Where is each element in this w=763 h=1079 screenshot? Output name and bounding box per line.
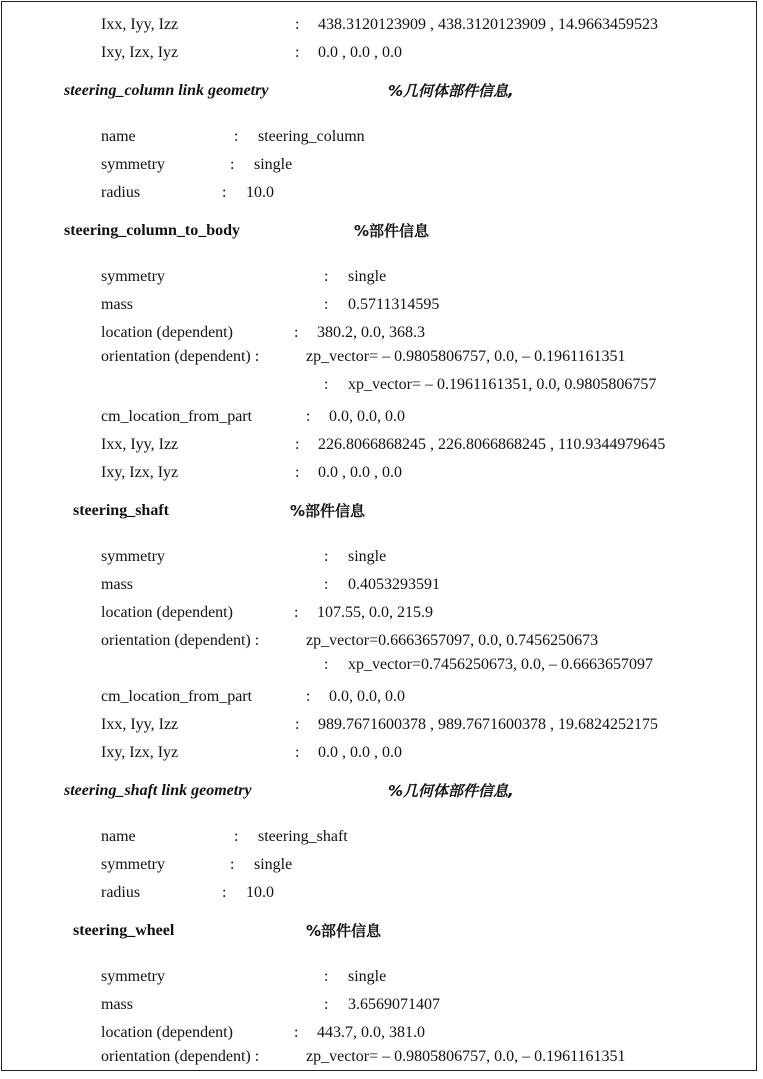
row-value: xp_vector= – 0.1961161351, 0.0, 0.9805806757: [348, 376, 657, 393]
row-key: orientation (dependent) :: [101, 1048, 260, 1065]
row-value: single: [348, 968, 387, 985]
row-sep: :: [294, 1024, 299, 1041]
row-key: cm_location_from_part: [101, 688, 253, 705]
section-comment: %部件信息: [354, 222, 430, 240]
row-value: xp_vector=0.7456250673, 0.0, – 0.6663657097: [348, 656, 653, 673]
row-key: Ixx, Iyy, Izz: [101, 716, 179, 733]
row-key: radius: [101, 184, 141, 201]
row-value: 0.0, 0.0, 0.0: [329, 408, 405, 425]
row-key: symmetry: [101, 156, 165, 173]
row-key: symmetry: [101, 968, 165, 985]
row-sep: :: [306, 408, 311, 425]
row-value: 10.0: [246, 184, 274, 201]
row-sep: :: [295, 716, 300, 733]
row-key: Ixx, Iyy, Izz: [101, 436, 179, 453]
row-value: 0.0, 0.0, 0.0: [329, 688, 405, 705]
row-sep: :: [234, 828, 239, 845]
row-key: symmetry: [101, 856, 165, 873]
row-key: mass: [101, 576, 133, 593]
row-key: mass: [101, 996, 133, 1013]
row-sep: :: [294, 604, 299, 621]
row-sep: :: [295, 436, 300, 453]
section-comment: %部件信息: [290, 502, 366, 520]
row-key: orientation (dependent) :: [101, 348, 260, 365]
row-key: location (dependent): [101, 1024, 233, 1041]
row-value: 0.0 , 0.0 , 0.0: [318, 464, 402, 481]
row-sep: :: [324, 376, 329, 393]
row-sep: :: [295, 744, 300, 761]
row-sep: :: [324, 296, 329, 313]
row-value: 438.3120123909 , 438.3120123909 , 14.9663459523: [318, 16, 658, 33]
row-sep: :: [294, 324, 299, 341]
row-value: 0.4053293591: [348, 576, 440, 593]
row-value: steering_shaft: [258, 828, 348, 845]
section-comment: %部件信息: [306, 922, 382, 940]
row-key: symmetry: [101, 548, 165, 565]
row-sep: :: [222, 184, 227, 201]
row-sep: :: [324, 548, 329, 565]
section-title: steering_shaft: [73, 502, 169, 519]
row-key: symmetry: [101, 268, 165, 285]
row-value: 107.55, 0.0, 215.9: [317, 604, 433, 621]
row-value: 0.0 , 0.0 , 0.0: [318, 44, 402, 61]
row-key: location (dependent): [101, 324, 233, 341]
row-key: Ixy, Izx, Iyz: [101, 464, 179, 481]
row-sep: :: [324, 268, 329, 285]
row-sep: :: [234, 128, 239, 145]
row-key: Ixy, Izx, Iyz: [101, 44, 179, 61]
row-value: single: [348, 268, 387, 285]
row-value: 989.7671600378 , 989.7671600378 , 19.6824252175: [318, 716, 658, 733]
row-value: 3.6569071407: [348, 996, 440, 1013]
row-sep: :: [324, 576, 329, 593]
row-key: radius: [101, 884, 141, 901]
row-value: 380.2, 0.0, 368.3: [317, 324, 425, 341]
row-value: single: [254, 156, 293, 173]
row-sep: :: [295, 464, 300, 481]
row-key: mass: [101, 296, 133, 313]
row-key: Ixy, Izx, Iyz: [101, 744, 179, 761]
row-sep: :: [324, 968, 329, 985]
section-title: steering_shaft link geometry: [64, 782, 252, 799]
row-value: 0.0 , 0.0 , 0.0: [318, 744, 402, 761]
row-sep: :: [306, 688, 311, 705]
row-value: 226.8066868245 , 226.8066868245 , 110.9344979645: [318, 436, 666, 453]
row-sep: :: [230, 856, 235, 873]
row-key: cm_location_from_part: [101, 408, 253, 425]
row-key: name: [101, 128, 136, 145]
row-value: zp_vector= – 0.9805806757, 0.0, – 0.1961161351: [306, 1048, 626, 1065]
row-key: orientation (dependent) :: [101, 632, 260, 649]
section-title: steering_wheel: [73, 922, 175, 939]
row-sep: :: [295, 16, 300, 33]
row-value: single: [348, 548, 387, 565]
row-value: steering_column: [258, 128, 365, 145]
row-sep: :: [324, 996, 329, 1013]
section-comment: %几何体部件信息,: [388, 782, 514, 800]
row-value: 10.0: [246, 884, 274, 901]
row-value: single: [254, 856, 293, 873]
row-sep: :: [324, 656, 329, 673]
row-value: zp_vector= – 0.9805806757, 0.0, – 0.1961161351: [306, 348, 626, 365]
section-title: steering_column link geometry: [64, 82, 269, 99]
row-key: name: [101, 828, 136, 845]
row-sep: :: [295, 44, 300, 61]
row-value: zp_vector=0.6663657097, 0.0, 0.7456250673: [306, 632, 599, 649]
row-key: location (dependent): [101, 604, 233, 621]
row-value: 0.5711314595: [348, 296, 440, 313]
row-sep: :: [230, 156, 235, 173]
section-title: steering_column_to_body: [64, 222, 240, 239]
row-value: 443.7, 0.0, 381.0: [317, 1024, 425, 1041]
row-key: Ixx, Iyy, Izz: [101, 16, 179, 33]
row-sep: :: [222, 884, 227, 901]
section-comment: %几何体部件信息,: [388, 82, 514, 100]
